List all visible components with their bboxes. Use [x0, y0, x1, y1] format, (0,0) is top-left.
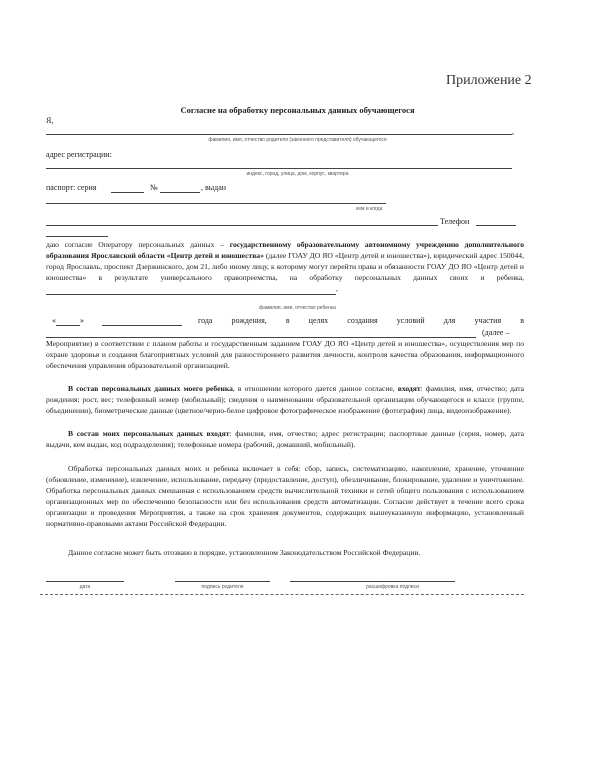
purpose-text: года рождения, в целях создания условий для участия в [198, 316, 524, 325]
appendix-label: Приложение 2 [446, 73, 532, 88]
signature-date-line[interactable] [46, 581, 124, 582]
phone-line-2[interactable] [46, 236, 108, 237]
i-label: Я, [46, 116, 54, 125]
caption-date: дата [79, 584, 91, 590]
child-name-line[interactable] [46, 283, 336, 295]
processing-paragraph: Обработка персональных данных моих и ребенка включает в себя: сбор, запись, систематизацию, накопление, хранение, уточнение (обновление, изменение), извлечение, использование, передачу (предоставление, доступ), обезличивание, блокирование, удаление и уничтожение. Обработка персональных данных смешанная с использованием средств вычислительной техники и сетей общего пользования с использованием организационных мер по обеспечению безопасности или без использования средств автоматизации. Согласие действует в течение всего срока организации и проведения Мероприятия, а также на срок хранения документов, содержащих вышеуказанную информацию, установленный нормативно-правовыми актами Российской Федерации. [46, 464, 524, 528]
document-title: Согласие на обработку персональных данных обучающегося [180, 105, 415, 115]
address-line[interactable] [46, 168, 512, 169]
passport-issued-label: , выдан [201, 183, 227, 192]
caption-signature-decode: расшифровка подписи [366, 584, 419, 590]
caption-parent-fio: фамилия, имя, отчество родителя (законного представителя) обучающегося [208, 137, 387, 143]
passport-issued-line[interactable] [46, 203, 386, 204]
passport-number-label: № [150, 183, 158, 192]
phone-line[interactable] [476, 225, 516, 226]
revocation-paragraph: Данное согласие может быть отозвано в порядке, установленном Законодательством Российской Федерации. [68, 548, 421, 557]
signature-parent-line[interactable] [175, 581, 270, 582]
consent-paragraph: даю согласие Оператору персональных данных – государственному образовательному автономному учреждению дополнительного образования Ярославской области «Центр детей и юношества» (далее ГОАУ ДО ЯО «Центр детей и юношества»), юридический адрес 150044, город Ярославль, проспект Дзержинского, дом 21, либо иному лицу, к которому могут перейти права и обязанности ГОАУ ДО ЯО «Центр детей и юношества» в результате универсального правопреемства, на обработку персональных данных своих и ребенка, , [46, 240, 524, 293]
parent-data-paragraph: В состав моих персональных данных входят: фамилия, имя, отчество; адрес регистрации; паспортные данные (серия, номер, дата выдачи, кем выдан, код подразделения); телефонные номера (рабочий, домашний, мобильный). [46, 429, 524, 449]
dob-month-line[interactable] [102, 325, 182, 326]
issued-line-2[interactable] [46, 225, 438, 226]
dalee-text: (далее – [482, 328, 510, 337]
phone-label: Телефон [440, 217, 470, 226]
passport-number-line[interactable] [160, 192, 200, 193]
caption-address: индекс, город, улица, дом, корпус, квартира [246, 171, 349, 177]
bottom-divider [40, 594, 524, 595]
dob-day-line[interactable] [56, 316, 80, 326]
address-label: адрес регистрации: [46, 150, 112, 159]
document-page: Приложение 2 Согласие на обработку персональных данных обучающегося Я, , фамилия, имя, отчество родителя (законного представителя) обучающегося адрес регистрации: индекс, город, улица, дом, корпус, квартира паспорт: серия № , выдан кем и когда Телефон даю согласие Оператору персональных данных – государственному образовательному автономному учреждению дополнительного образования Ярославской области «Центр детей и юношества» (далее ГОАУ ДО ЯО «Центр детей и юношества»), юридический адрес 150044, город Ярославль, проспект Дзержинского, дом 21, либо иному лицу, к которому могут перейти права и обязанности ГОАУ ДО ЯО «Центр детей и юношества» в результате универсального правопреемства, на обработку персональных данных своих и ребенка, , фамилия, имя, отчество ребенка « » года рождения, в целях создания условий для участия в (далее – Мероприятие) в соответствии с планом работы и государственным заданием ГОАУ ДО ЯО «Центр детей и юношества», осуществления мер по охране здоровья и создания благоприятных условий для разностороннего развития личности, контроля качества образования, информационного обеспечения управления образовательной организацией. В состав персональных данных моего ребенка, в отношении которого дается данное согласие, входят: фамилия, имя, отчество; дата рождения; рост, вес; телефонный номер (мобильный); сведения о наименовании образовательной организации обучающегося и классе (группе, объединении), биометрические данные (цветное/черно-белое цифровое фотографическое изображение (фотография) лица, видеоизображение). В состав моих персональных данных входят: фамилия, имя, отчество; адрес регистрации; паспортные данные (серия, номер, дата выдачи, кем выдан, код подразделения); телефонные номера (рабочий, домашний, мобильный). Обработка персональных данных моих и ребенка включает в себя: сбор, запись, систематизацию, накопление, хранение, уточнение (обновление, изменение), извлечение, использование, передачу (предоставление, доступ), обезличивание, блокирование, удаление и уничтожение. Обработка персональных данных смешанная с использованием средств вычислительной техники и сетей общего пользования с использованием организационных мер по обеспечению безопасности или без использования средств автоматизации. Согласие действует в течение всего срока организации и проведения Мероприятия, а также на срок хранения документов, содержащих вышеуказанную информацию, установленный нормативно-правовыми актами Российской Федерации. Данное согласие может быть отозвано в порядке, установленном Законодательством Российской Федерации. дата подпись родителя расшифровка подписи [0, 0, 595, 770]
caption-child-fio: фамилия, имя, отчество ребенка [259, 305, 336, 311]
caption-issued: кем и когда [356, 206, 383, 212]
passport-series-label: паспорт: серия [46, 183, 97, 192]
signature-decode-line[interactable] [290, 581, 455, 582]
purpose-paragraph: Мероприятие) в соответствии с планом работы и государственным заданием ГОАУ ДО ЯО «Центр детей и юношества», осуществления мер по охране здоровья и создания благоприятных условий для разностороннего развития личности, контроля качества образования, информационного обеспечения управления образовательной организацией. [46, 339, 524, 370]
parent-name-line[interactable] [46, 134, 512, 135]
child-data-paragraph: В состав персональных данных моего ребенка, в отношении которого дается данное согласие, входят: фамилия, имя, отчество; дата рождения; рост, вес; телефонный номер (мобильный); сведения о наименовании образовательной организации обучающегося и классе (группе, объединении), биометрические данные (цветное/черно-белое цифровое фотографическое изображение (фотография) лица, видеоизображение). [46, 384, 525, 415]
caption-parent-signature: подпись родителя [201, 584, 244, 590]
passport-series-line[interactable] [111, 192, 144, 193]
